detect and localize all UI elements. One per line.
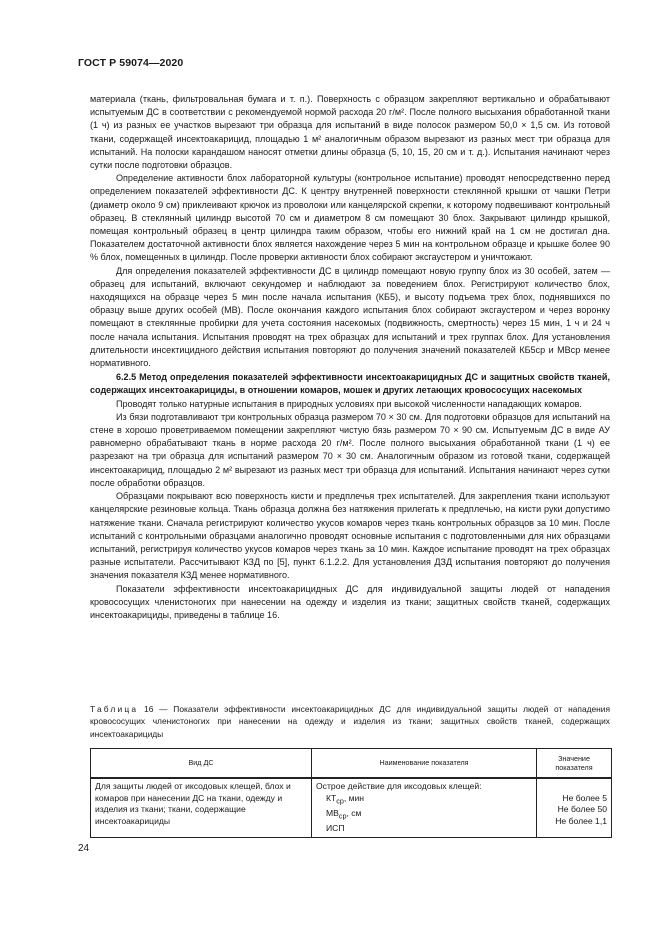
table-cell-value bbox=[537, 778, 612, 837]
paragraph: Для определения показателей эффективности ДС в цилиндр помещают новую группу блох из 30 особей, затем — образец для испытаний, включают секундомер и наблюдают за поведением блох. Регистрируют количество блох, находящихся на образце через 5 мин после начала испытания (КБ5), и высоту подъема трех блох, поднявшихся по образцу выше других особей (МВ). После окончания каждого испытания блох собирают эксгаустером и через воронку помещают в стеклянные пробирки для учета состояния насекомых (подвижность, смертность) через 15 мин, 1 ч и 24 ч после начала испытания. Испытания проводят на трех образцах для испытаний и трех группах блох. Для установления длительности инсектицидного действия испытания повторяют до получения значений показателей КБ5ср и МВср менее нормативного. bbox=[90, 265, 610, 369]
paragraph: Проводят только натурные испытания в природных условиях при высокой численности нападающих комаров. bbox=[116, 398, 582, 409]
indicator-value: Не более 5 bbox=[562, 792, 607, 803]
table-header-cell: Вид ДС bbox=[91, 749, 312, 779]
document-header: ГОСТ Р 59074—2020 bbox=[78, 57, 184, 69]
indicator-line: $КТ_{ср}$, мин bbox=[326, 792, 365, 806]
section-heading: 6.2.5 Метод определения показателей эффективности инсектоакарицидных ДС и защитных свойств тканей, содержащих инсектоакарициды, в отношении комаров, мошек и других летающих кровососущих насекомых bbox=[90, 372, 610, 396]
indicator-line: $МВ_{ср}$, см bbox=[326, 807, 362, 821]
indicator-value: Не более 50 bbox=[557, 804, 607, 815]
body-text bbox=[90, 93, 610, 622]
table-caption-text: 16 — Показатели эффективности инсектоакарицидных ДС для индивидуальной защиты людей от нападения кровососущих членистоногих при нанесении на одежду и изделия из ткани; защитных свойств тканей, содержащих инсектоакарициды bbox=[90, 704, 611, 739]
indicator-line: ИСП bbox=[326, 823, 345, 834]
page-number: 24 bbox=[78, 843, 90, 854]
indicator-title: Острое действие для иксодовых клещей: bbox=[316, 781, 482, 791]
table-label: Таблица bbox=[90, 704, 139, 714]
table-16 bbox=[90, 748, 612, 838]
table-cell-indicator bbox=[312, 778, 537, 837]
paragraph: Определение активности блох лабораторной культуры (контрольное испытание) проводят непосредственно перед определением показателей эффективности ДС. К центру внутренней поверхности стеклянной крышки от чашки Петри (диаметр около 9 см) приклеивают крючок из проволоки или канцелярской скрепки, к которому подвешивают контрольный образец. В стеклянный цилиндр высотой 70 см и диаметром 8 см помещают 30 блох. Закрывают цилиндр крышкой, помещая контрольный образец в центр цилиндра таким образом, чтобы его нижний край на 1 см не достигал дна. Показателем достаточной активности блох является нахождение через 5 мин на контрольном образце и крышке более 90 % блох, помещенных в цилиндр. После проверки активности блох собирают эксгаустером и уничтожают. bbox=[90, 173, 610, 263]
paragraph: материала (ткань, фильтровальная бумага и т. п.). Поверхность с образцом закрепляют вертикально и обрабатывают испытуемым ДС в соответствии с рекомендуемой нормой расхода 20 г/м². После полного высыхания обработанной ткани (1 ч) из разных ее участков вырезают три образца для испытаний в виде полосок размером 50,0 × 1,5 см. Из готовой ткани, содержащей инсектоакарицид, площадью 1 м² аналогичным образом вырезают из разных мест три образца для испытаний. На полоски карандашом наносят отметки длины образца (5, 10, 15, 20 см и т. д.). Испытания начинают через сутки после подготовки образцов. bbox=[90, 94, 610, 171]
table-caption bbox=[90, 703, 610, 740]
indicator-value: Не более 1,1 bbox=[555, 815, 607, 826]
table-header-cell: Значение показателя bbox=[537, 749, 612, 779]
table-header-row bbox=[91, 749, 612, 779]
paragraph: Образцами покрывают всю поверхность кисти и предплечья трех испытателей. Для закрепления ткани используют канцелярские резиновые кольца. Ткань образца должна без натяжения прилегать к предплечью, на кисти руки допустимо натяжение ткани. Сначала регистрируют количество укусов комаров через ткань контрольных образцов за 10 мин. После испытаний с контрольными образцами аналогично проводят основные испытания с подготовленными для них образцами испытаний, регистрируя количество укусов комаров через ткань за 10 мин. Каждое испытание проводят на трех образцах разные испытатели. Рассчитывают КЗД по [5], пункт 6.1.2.2. Для установления ДЗД испытания повторяют до получения значения показателя КЗД менее нормативного. bbox=[90, 491, 610, 581]
table-header-cell: Наименование показателя bbox=[312, 749, 537, 779]
table-row bbox=[91, 778, 612, 837]
paragraph: Показатели эффективности инсектоакарицидных ДС для индивидуальной защиты людей от нападения кровососущих членистоногих при нанесении на одежду и изделия из ткани; защитных свойств тканей, содержащих инсектоакарициды, приведены в таблице 16. bbox=[90, 583, 610, 620]
paragraph: Из бязи подготавливают три контрольных образца размером 70 × 30 см. Для подготовки образцов для испытаний на стене в хорошо проветриваемом помещении закрепляют чистую бязь размером 70 × 90 см. Испытуемым ДС в виде АУ равномерно обрабатывают ткань в норме расхода 20 г/м². После полного высыхания обработанной ткани (1 ч) ее разрезают на три образца для испытаний размером 70 × 30 см. Аналогичным образом из готовой ткани, содержащей инсектоакарицид, площадью 2 м² вырезают из разных мест три образца для испытаний. Испытания начинают через сутки после обработки образцов. bbox=[90, 411, 610, 488]
table-cell-kind: Для защиты людей от иксодовых клещей, блох и комаров при нанесении ДС на ткани, одежду и изделия из ткани; ткани, содержащие инсектоакарициды bbox=[91, 778, 312, 837]
